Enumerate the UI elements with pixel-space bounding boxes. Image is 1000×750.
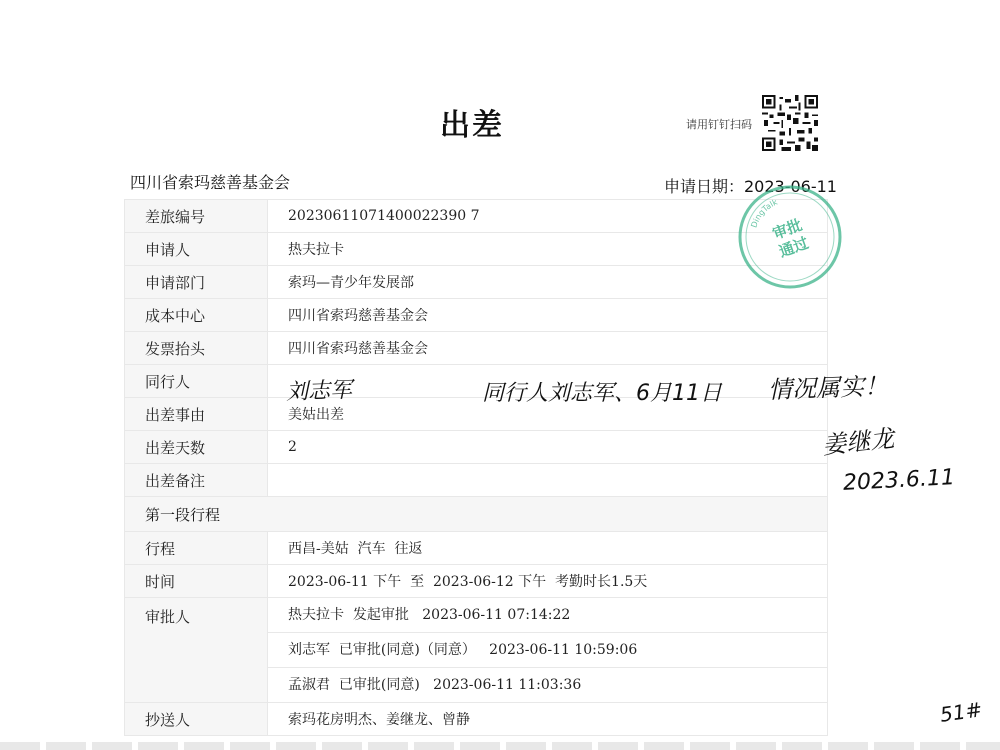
invoice-title-value: 四川省索玛慈善基金会 xyxy=(268,332,828,365)
approver-entry: 热夫拉卡 发起审批 2023-06-11 07:14:22 xyxy=(268,598,827,633)
table-row xyxy=(125,332,828,365)
handwritten-signature: 姜继龙 xyxy=(820,424,896,460)
table-row xyxy=(125,464,828,497)
table-row xyxy=(125,398,828,431)
table-row xyxy=(125,200,828,233)
table-row xyxy=(125,598,828,703)
field-label: 出差事由 xyxy=(125,398,268,431)
table-row xyxy=(125,532,828,565)
stamp-line-2: 通过 xyxy=(776,233,811,261)
section-header-row xyxy=(125,497,828,532)
organization-name: 四川省索玛慈善基金会 xyxy=(130,173,291,192)
field-label: 抄送人 xyxy=(125,703,268,736)
field-label: 同行人 xyxy=(125,365,268,398)
apply-date: 申请日期：2023-06-11 xyxy=(664,177,837,196)
trip-number-value: 20230611071400022390 7 xyxy=(268,200,828,233)
approver-entry: 孟淑君 已审批(同意) 2023-06-11 11:03:36 xyxy=(288,677,582,693)
table-row xyxy=(125,431,828,464)
handwritten-remark: 情况属实！ xyxy=(767,371,889,405)
qr-code-icon xyxy=(762,94,818,152)
time-value: 2023-06-11 下午 至 2023-06-12 下午 考勤时长1.5天 xyxy=(268,565,828,598)
cc-value: 索玛花房明杰、姜继龙、曾静 xyxy=(268,703,828,736)
trip-reason-value: 美姑出差 xyxy=(268,398,828,431)
field-label: 时间 xyxy=(125,565,268,598)
approvers-cell xyxy=(268,598,828,703)
field-label: 出差天数 xyxy=(125,431,268,464)
trip-remark-value xyxy=(268,464,828,497)
field-label: 申请部门 xyxy=(125,266,268,299)
field-label: 申请人 xyxy=(125,233,268,266)
document-title: 出差 xyxy=(440,108,504,143)
table-row xyxy=(125,703,828,736)
department-value: 索玛—青少年发展部 xyxy=(268,266,828,299)
field-label: 行程 xyxy=(125,532,268,565)
applicant-value: 热夫拉卡 xyxy=(268,233,828,266)
segment-title: 第一段行程 xyxy=(125,497,828,532)
handwritten-sign-date: 2023.6.11 xyxy=(842,465,956,496)
trip-details-table xyxy=(124,199,828,736)
stamp-arc-text-path: DingTalk xyxy=(749,197,779,229)
cost-center-value: 四川省索玛慈善基金会 xyxy=(268,299,828,332)
scan-edge-divider xyxy=(0,742,1000,750)
field-label: 成本中心 xyxy=(125,299,268,332)
qr-scan-hint: 请用钉钉扫码 xyxy=(686,118,752,131)
table-row xyxy=(125,266,828,299)
route-value: 西昌-美姑 汽车 往返 xyxy=(268,532,828,565)
field-label: 审批人 xyxy=(125,598,268,703)
approved-stamp xyxy=(737,184,843,290)
field-label: 发票抬头 xyxy=(125,332,268,365)
approver-entry: 刘志军 已审批(同意)（同意） 2023-06-11 10:59:06 xyxy=(268,633,827,668)
handwritten-page-mark: 51# xyxy=(938,697,984,727)
stamp-line-1: 审批 xyxy=(770,215,805,244)
field-label: 出差备注 xyxy=(125,464,268,497)
table-row xyxy=(125,565,828,598)
handwritten-companion: 刘志军 xyxy=(285,377,353,406)
trip-days-value: 2 xyxy=(268,431,828,464)
table-row xyxy=(125,299,828,332)
handwritten-note: 同行人刘志军、6月11日 xyxy=(482,381,722,406)
field-label: 差旅编号 xyxy=(125,200,268,233)
table-row xyxy=(125,233,828,266)
table-row xyxy=(125,365,828,398)
